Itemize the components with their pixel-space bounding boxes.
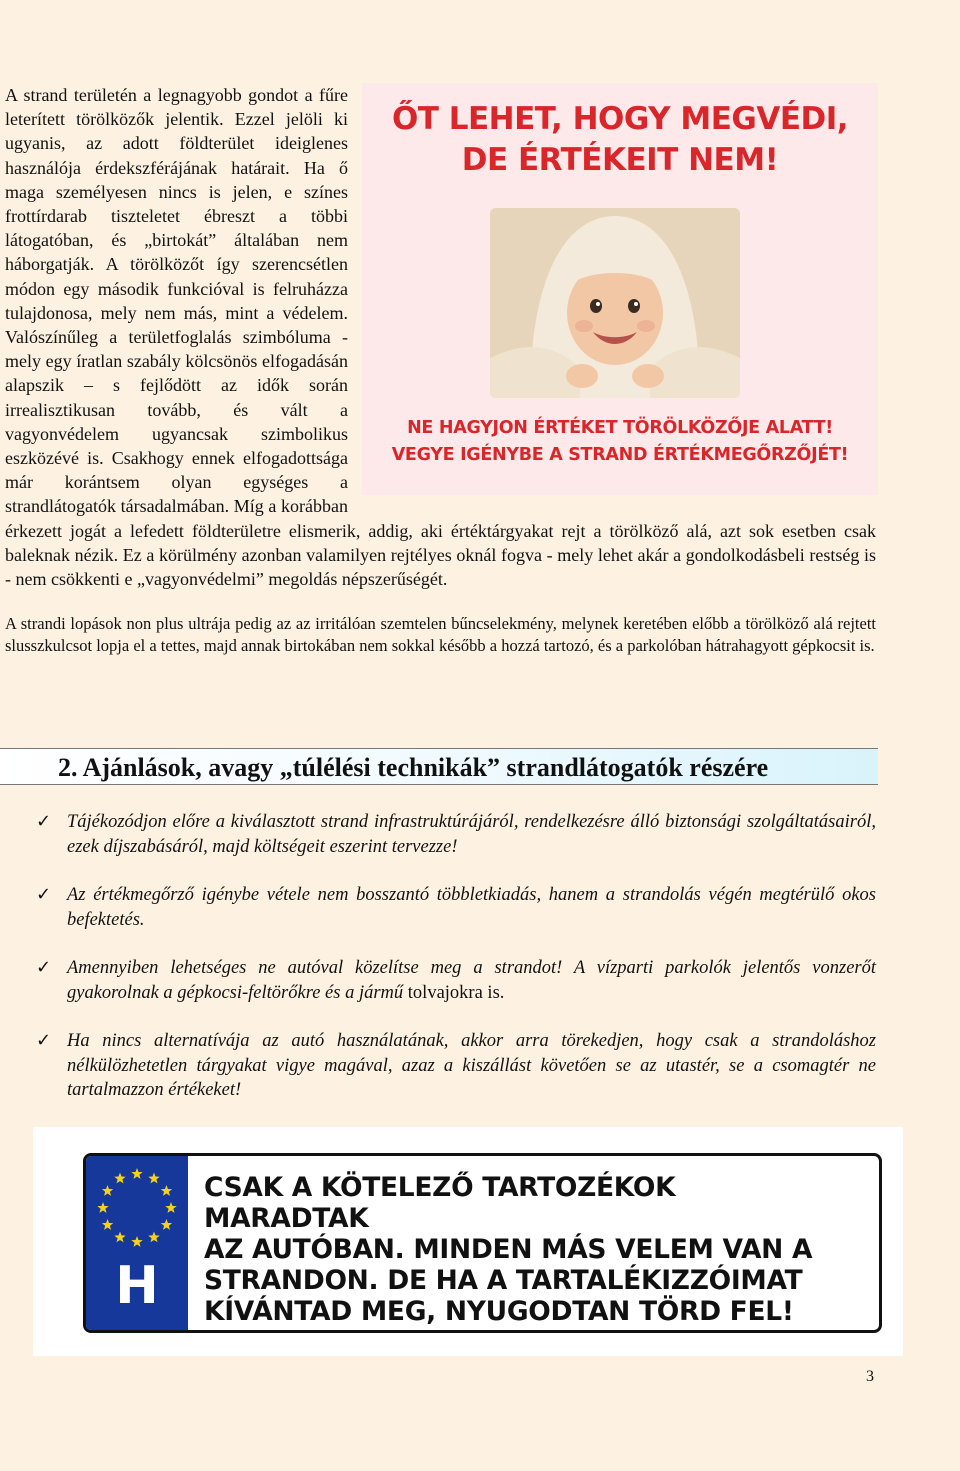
intro-paragraph: A strand területén a legnagyobb gondot a fűre leterített törölközők jelentik. Ezzel jelöli ki ugyanis, az adott földterület ideiglenes használója érdekszférájának határait. Ha ő maga személyesen nincs is jelen, e színes frottírdarab tiszteletet ébreszt a többi látogatóban, és „birtokát” általában nem háborgatják. A törölközőt így szerencsétlen módon egy második funkcióval is felruházza tulajdonosa, mely nem más, mint a védelem. Valószínűleg a területfoglalás szimbóluma - mely egy íratlan szabály kölcsönös elfogadásán alapszik – s fejlődött az idők során irrealisztikusan tovább, és vált a vagyonvédelem ugyancsak szimbolikus eszközévé is. Csakhogy ennek elfogadottsága már korántsem olyan egységes a strandlátogatók társadalmában. Míg a korábban érkezett jogát a lefedett földterületre elismerik, addig, aki értéktárgyakat rejt a törölköző alá, azt sok esetben csak baleknak nézik. Ez a körülmény azonban valamilyen rejtélyes oknál fogva - mely lehet akár a gondolkodásbeli restség is - nem csökkenti e „vagyonvédelmi” megoldás népszerűségét. bbox=[5, 85, 876, 590]
recommendation-text-tail: tolvajokra is. bbox=[403, 982, 505, 1003]
poster-footer bbox=[362, 415, 878, 469]
list-item bbox=[36, 810, 876, 859]
eu-star-icon bbox=[165, 1202, 176, 1213]
eu-star-icon bbox=[102, 1219, 113, 1230]
section-heading bbox=[0, 748, 878, 785]
eu-star-icon bbox=[161, 1185, 172, 1196]
eu-stars-icon bbox=[86, 1156, 188, 1256]
car-sticker-image bbox=[33, 1127, 903, 1356]
sticker-line-1: CSAK A KÖTELEZŐ TARTOZÉKOK MARADTAK bbox=[204, 1172, 676, 1234]
list-item bbox=[36, 1029, 876, 1103]
sticker-line-3: STRANDON. DE HA A TARTALÉKIZZÓIMAT bbox=[204, 1265, 803, 1296]
check-icon: ✓ bbox=[36, 884, 52, 905]
poster-headline-line-1: ŐT LEHET, HOGY MEGVÉDI, bbox=[391, 101, 849, 137]
recommendation-text: Amennyiben lehetséges ne autóval közelítse meg a strandot! A vízparti parkolók jelentős vonzerőt gyakorolnak a gépkocsi-feltörőkre és a jármű bbox=[67, 958, 876, 1003]
eu-star-icon bbox=[114, 1231, 125, 1242]
eu-star-icon bbox=[148, 1231, 159, 1242]
check-icon: ✓ bbox=[36, 957, 52, 978]
eu-star-icon bbox=[97, 1202, 108, 1213]
sticker-message bbox=[204, 1172, 844, 1327]
theft-paragraph: A strandi lopások non plus ultrája pedig az az irritálóan szemtelen bűncselekmény, melynek keretében előbb a törölköző alá rejtett slusszkulcsot lopja el a tettes, majd annak birtokában nem sokkal később a hozzá tartozó, és a parkolóban hátrahagyott gépkocsit is. bbox=[5, 614, 876, 656]
sticker-line-2: AZ AUTÓBAN. MINDEN MÁS VELEM VAN A bbox=[204, 1234, 813, 1265]
recommendation-list bbox=[36, 810, 876, 1103]
recommendation-text: Ha nincs alternatívája az autó használatának, akkor arra törekedjen, hogy csak a strandoláshoz nélkülözhetetlen tárgyakat vigye magával, azaz a kiszállást követően se az utastér, se a csomagtér ne tartalmazzon értékeket! bbox=[67, 1031, 876, 1100]
recommendation-text: Az értékmegőrző igénybe vétele nem bosszantó többletkiadás, hanem a strandolás végén megtérülő okos befektetés. bbox=[67, 885, 876, 930]
poster-headline bbox=[362, 99, 878, 181]
check-icon: ✓ bbox=[36, 1030, 52, 1051]
country-code: H bbox=[115, 1256, 159, 1316]
poster-footer-line-2: VEGYE IGÉNYBE A STRAND ÉRTÉKMEGŐRZŐJÉT! bbox=[391, 445, 849, 465]
sticker-line-4: KÍVÁNTAD MEG, NYUGODTAN TÖRD FEL! bbox=[204, 1296, 794, 1327]
poster-headline-line-2: DE ÉRTÉKEIT NEM! bbox=[461, 142, 779, 178]
list-item bbox=[36, 883, 876, 932]
baby-illustration bbox=[490, 208, 740, 398]
poster-footer-line-1: NE HAGYJON ÉRTÉKET TÖRÖLKÖZŐJE ALATT! bbox=[407, 418, 833, 438]
page-number: 3 bbox=[866, 1368, 874, 1385]
poster-towel-warning bbox=[362, 83, 878, 495]
eu-star-icon bbox=[114, 1173, 125, 1184]
sticker-frame bbox=[83, 1153, 882, 1333]
eu-star-icon bbox=[131, 1236, 142, 1247]
body-text bbox=[5, 83, 876, 657]
section-title: 2. Ajánlások, avagy „túlélési technikák” strandlátogatók részére bbox=[58, 753, 769, 782]
eu-star-icon bbox=[148, 1173, 159, 1184]
eu-country-band bbox=[86, 1156, 188, 1330]
eu-star-icon bbox=[161, 1219, 172, 1230]
list-item bbox=[36, 956, 876, 1005]
eu-star-icon bbox=[131, 1168, 142, 1179]
baby-in-towel-photo bbox=[490, 208, 740, 398]
recommendation-text: Tájékozódjon előre a kiválasztott strand infrastruktúrájáról, rendelkezésre álló biztonsági szolgáltatásairól, ezek díjszabásáról, majd költségeit eszerint tervezze! bbox=[67, 812, 876, 857]
eu-star-icon bbox=[102, 1185, 113, 1196]
check-icon: ✓ bbox=[36, 811, 52, 832]
